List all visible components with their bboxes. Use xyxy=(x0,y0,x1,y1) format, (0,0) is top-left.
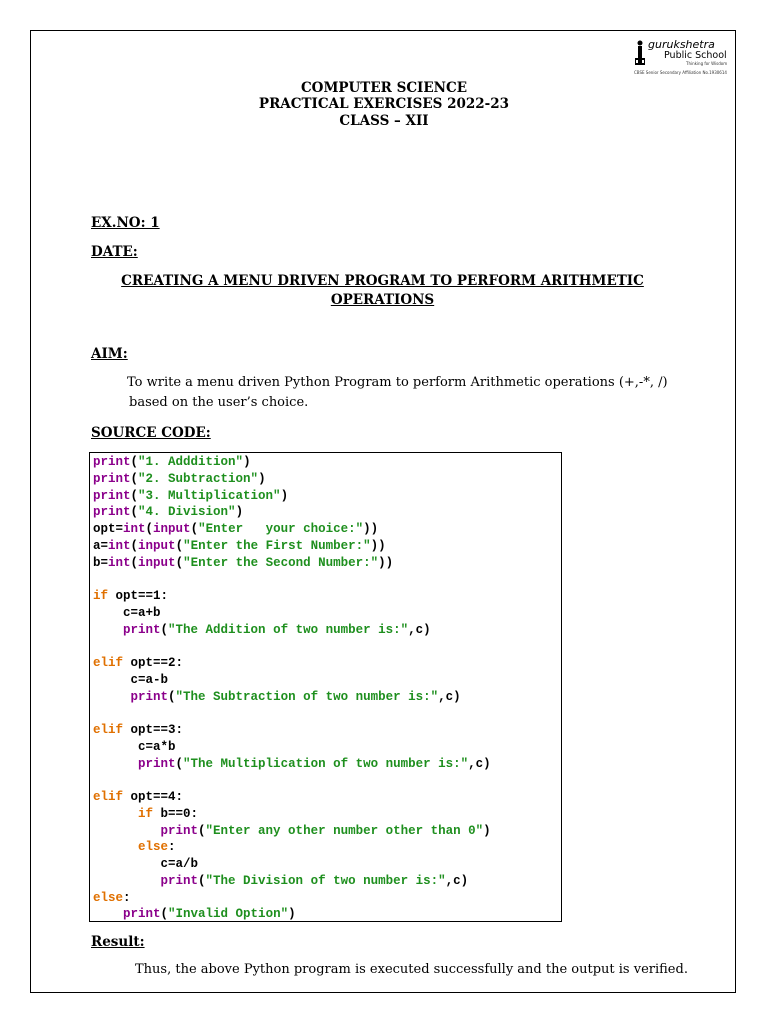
code-token: print xyxy=(160,823,199,838)
code-token: c=a-b xyxy=(93,672,169,687)
result-text: Thus, the above Python program is executed successfully and the output is verified. xyxy=(135,962,688,977)
code-token: ( xyxy=(175,555,184,570)
code-token: opt==3: xyxy=(123,723,184,737)
code-token: print xyxy=(160,873,199,888)
code-token xyxy=(93,757,138,771)
code-token: print xyxy=(123,622,161,637)
code-token: : xyxy=(168,840,176,855)
code-token: ( xyxy=(198,823,206,838)
code-line xyxy=(93,689,461,705)
code-token: c=a*b xyxy=(93,739,176,754)
code-line xyxy=(93,789,183,805)
code-line xyxy=(93,538,386,554)
code-token: ) xyxy=(235,505,244,520)
code-token: int xyxy=(108,538,131,553)
code-line xyxy=(93,890,131,906)
code-token: )) xyxy=(370,538,386,553)
code-token: ,c) xyxy=(438,689,461,704)
code-token: "Enter any other number other than 0" xyxy=(205,823,484,838)
source-code-label: SOURCE CODE: xyxy=(91,425,211,441)
code-token xyxy=(93,840,138,854)
code-token: input xyxy=(138,555,176,570)
code-line xyxy=(93,521,378,537)
logo-figure-icon xyxy=(634,40,646,66)
code-line xyxy=(93,823,491,839)
code-token: ,c) xyxy=(445,873,469,888)
code-token: ) xyxy=(288,907,296,922)
date-label: DATE: xyxy=(91,244,138,260)
code-token: print xyxy=(130,689,169,704)
code-token: print xyxy=(138,756,176,771)
code-line xyxy=(93,856,198,872)
code-token: ( xyxy=(130,555,139,570)
logo-name: gurukshetra xyxy=(648,38,715,51)
code-token: ( xyxy=(190,522,199,536)
code-token xyxy=(93,690,131,704)
code-token: ( xyxy=(160,907,169,922)
exercise-number: EX.NO: 1 xyxy=(91,215,160,231)
code-token: int xyxy=(108,555,131,570)
code-token: b==0: xyxy=(153,806,199,821)
code-token: "4. Division" xyxy=(138,505,236,520)
code-token xyxy=(93,807,138,821)
code-token: ( xyxy=(175,538,184,553)
code-token: "The Multiplication of two number is:" xyxy=(183,756,469,771)
code-line xyxy=(93,806,198,822)
result-label: Result: xyxy=(91,934,145,950)
code-line xyxy=(93,906,296,922)
code-token: ( xyxy=(130,471,139,486)
code-line xyxy=(93,873,468,889)
code-token: print xyxy=(123,907,161,922)
code-token: ) xyxy=(483,823,491,838)
code-token: int xyxy=(123,522,146,536)
code-token: )) xyxy=(378,555,394,570)
code-token: ( xyxy=(145,522,154,536)
aim-label: AIM: xyxy=(91,346,128,362)
code-token: "Enter the Second Number:" xyxy=(183,555,379,570)
code-line xyxy=(93,588,168,604)
code-line xyxy=(93,605,161,621)
exercise-heading xyxy=(100,272,665,310)
code-line xyxy=(93,488,288,504)
code-token: elif xyxy=(93,723,124,737)
code-token: ,c) xyxy=(408,622,431,637)
code-token: elif xyxy=(93,656,124,670)
code-token: ) xyxy=(243,455,251,469)
code-token: "The Subtraction of two number is:" xyxy=(175,689,439,704)
code-token xyxy=(93,874,161,888)
code-token: input xyxy=(138,538,176,553)
code-token: : xyxy=(123,890,131,905)
code-token: print xyxy=(93,488,131,503)
code-line xyxy=(93,655,183,671)
code-token: if xyxy=(138,806,154,821)
code-line xyxy=(93,504,243,520)
code-token: ( xyxy=(130,538,139,553)
code-token xyxy=(93,623,123,637)
code-line xyxy=(93,739,176,755)
code-token: ) xyxy=(280,488,289,503)
code-line xyxy=(93,555,393,571)
code-token: ( xyxy=(130,455,139,469)
class-title: CLASS – XII xyxy=(339,113,429,129)
code-line xyxy=(93,454,251,470)
logo-affiliation: CBSE Senior Secondary Affiliation No.1930614 xyxy=(634,70,727,75)
code-token: ) xyxy=(258,471,266,486)
code-token: ( xyxy=(130,505,139,520)
code-token: ( xyxy=(130,488,139,503)
code-token: b= xyxy=(93,555,109,570)
code-line xyxy=(93,839,176,855)
code-token xyxy=(93,907,123,921)
code-token: opt==4: xyxy=(123,790,184,804)
code-line xyxy=(93,756,491,772)
code-line xyxy=(93,471,266,487)
code-token: c=a+b xyxy=(93,605,161,620)
exercise-heading-line1: CREATING A MENU DRIVEN PROGRAM TO PERFORM ARITHMETIC xyxy=(121,273,644,289)
code-token: if xyxy=(93,589,109,603)
subject-title: COMPUTER SCIENCE xyxy=(300,80,468,96)
code-token: "1. Adddition" xyxy=(138,455,244,469)
code-token: print xyxy=(93,505,131,520)
code-token: ( xyxy=(160,622,169,637)
code-line xyxy=(93,622,431,638)
code-token: "Enter your choice:" xyxy=(198,522,364,536)
aim-text-line1: To write a menu driven Python Program to perform Arithmetic operations (+,-*, /) xyxy=(127,375,668,390)
code-token: "The Addition of two number is:" xyxy=(168,622,409,637)
code-token: opt==1: xyxy=(108,589,169,603)
code-token: else xyxy=(138,840,169,855)
code-token: ( xyxy=(198,873,206,888)
code-token: input xyxy=(153,522,191,536)
code-token: else xyxy=(93,890,124,905)
code-token: print xyxy=(93,471,131,486)
code-token: "The Division of two number is:" xyxy=(205,873,446,888)
code-token: opt= xyxy=(93,522,124,536)
code-line xyxy=(93,722,183,738)
code-token xyxy=(93,824,161,838)
code-line xyxy=(93,672,168,688)
code-token: print xyxy=(93,455,131,469)
aim-text-line2: based on the user’s choice. xyxy=(129,395,309,410)
code-token: elif xyxy=(93,790,124,804)
code-token: ( xyxy=(175,756,184,771)
code-token: )) xyxy=(363,522,379,536)
exercise-heading-line2: OPERATIONS xyxy=(330,292,435,308)
logo-subname: Public School xyxy=(664,50,727,61)
code-token: c=a/b xyxy=(93,857,199,871)
code-token: ,c) xyxy=(468,756,491,771)
document-title: PRACTICAL EXERCISES 2022-23 xyxy=(258,96,510,112)
code-token: "Enter the First Number:" xyxy=(183,538,371,553)
school-logo xyxy=(634,38,730,78)
code-token: "3. Multiplication" xyxy=(138,488,281,503)
code-token: ( xyxy=(168,689,176,704)
code-token: "2. Subtraction" xyxy=(138,471,259,486)
code-token: "Invalid Option" xyxy=(168,907,289,922)
code-token: opt==2: xyxy=(123,656,184,670)
code-token: a= xyxy=(93,538,109,553)
logo-tagline: Thinking for Wisdom xyxy=(686,61,728,66)
